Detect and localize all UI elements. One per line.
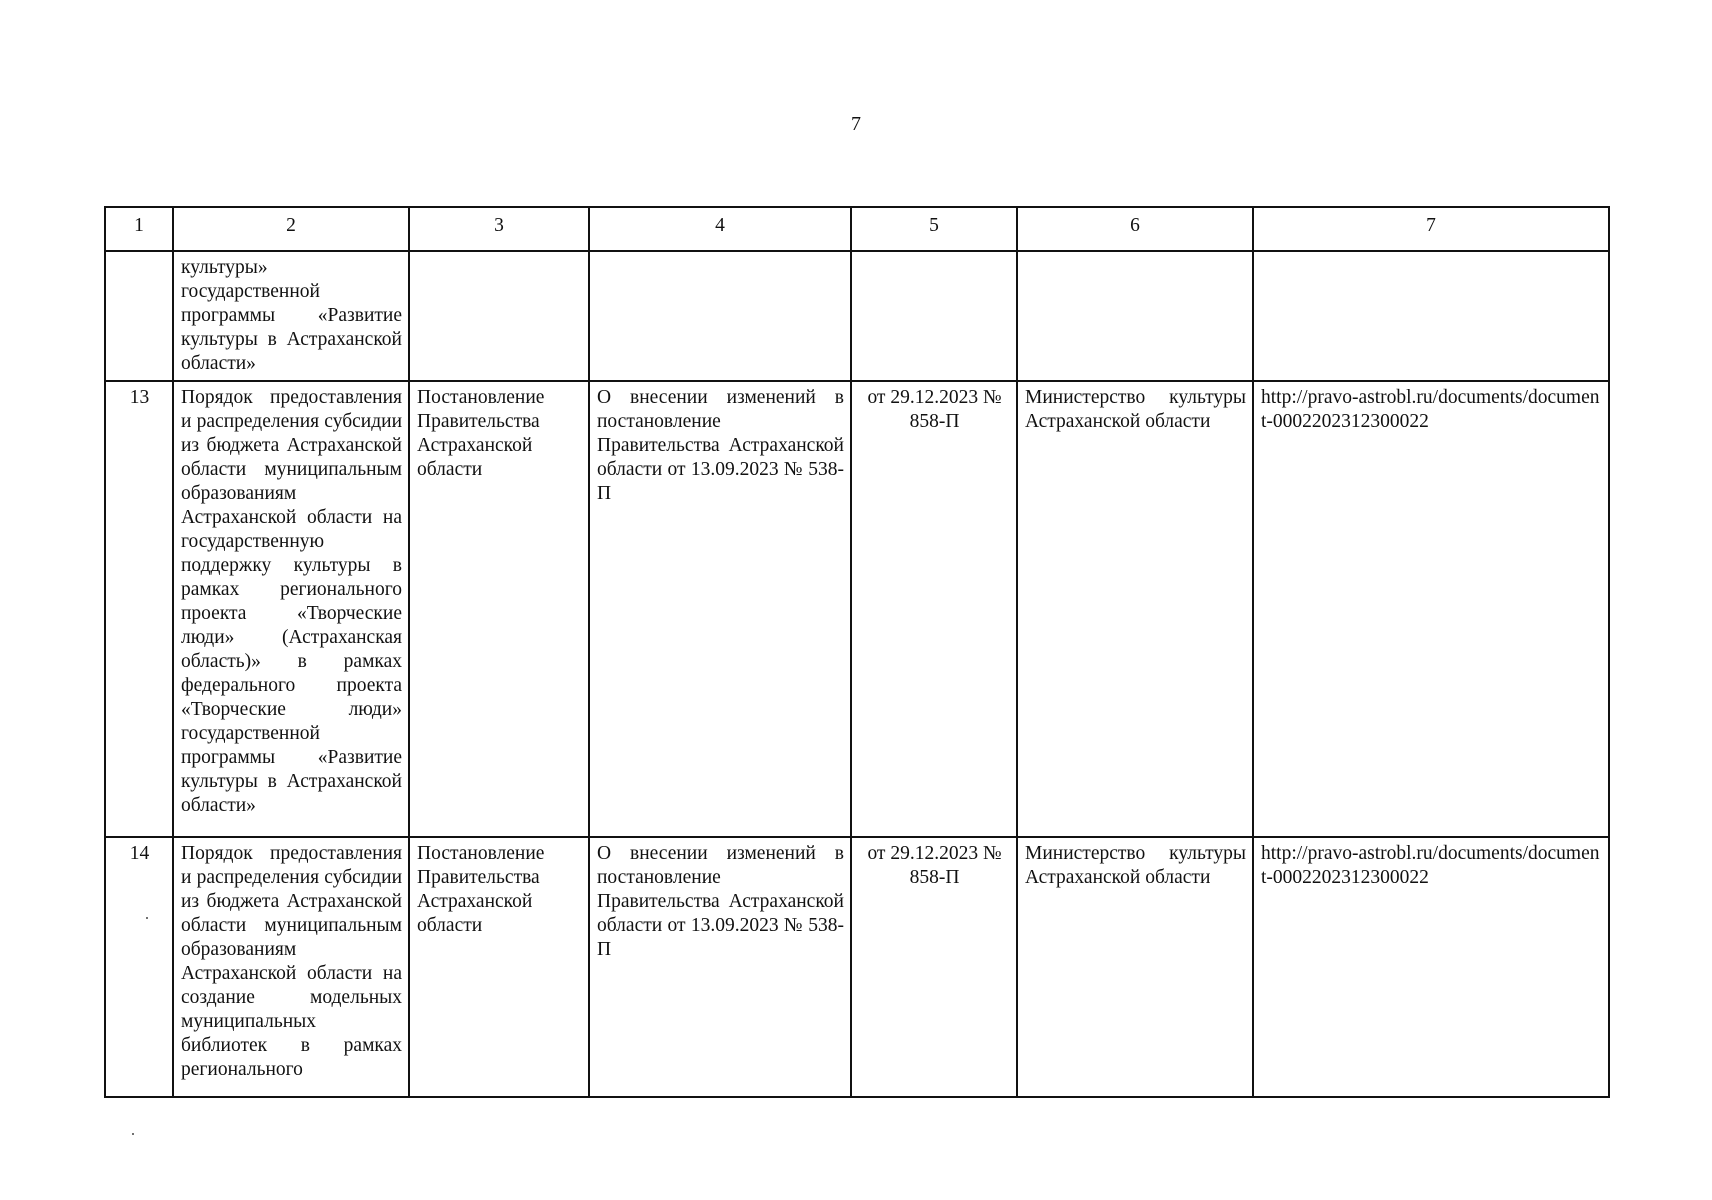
issuing-authority: Министерство культуры Астраханской области — [1017, 837, 1253, 1097]
table-row — [105, 837, 1609, 1097]
document-title — [589, 251, 851, 381]
header-col-5: 5 — [851, 207, 1017, 251]
row-number — [105, 251, 173, 381]
table-row-continued — [105, 251, 1609, 381]
table-row — [105, 381, 1609, 837]
row-number: 14 — [105, 837, 173, 1097]
header-col-4: 4 — [589, 207, 851, 251]
issuing-authority: Министерство культуры Астраханской области — [1017, 381, 1253, 837]
header-col-2: 2 — [173, 207, 409, 251]
header-col-6: 6 — [1017, 207, 1253, 251]
scan-speck — [132, 1133, 134, 1135]
document-title: О внесении изменений в постановление Правительства Астраханской области от 13.09.2023 № 538-П — [589, 837, 851, 1097]
issuing-authority — [1017, 251, 1253, 381]
document-date: от 29.12.2023 № 858-П — [851, 381, 1017, 837]
scan-speck — [146, 917, 148, 919]
document-name: Порядок предоставления и распределения субсидии из бюджета Астраханской области муниципальным образованиям Астраханской области на государственную поддержку культуры в рамках регионального проекта «Творческие люди» (Астраханская область)» в рамках федерального проекта «Творческие люди» государственной программы «Развитие культуры в Астраханской области» — [173, 381, 409, 837]
document-link[interactable]: http://pravo-astrobl.ru/documents/document-0002202312300022 — [1253, 837, 1609, 1097]
header-row — [105, 207, 1609, 251]
document-link — [1253, 251, 1609, 381]
document-date: от 29.12.2023 № 858-П — [851, 837, 1017, 1097]
header-col-3: 3 — [409, 207, 589, 251]
header-col-7: 7 — [1253, 207, 1609, 251]
document-type: Постановление Правительства Астраханской области — [409, 837, 589, 1097]
document-table — [104, 206, 1610, 1098]
document-type — [409, 251, 589, 381]
row-number: 13 — [105, 381, 173, 837]
document-date — [851, 251, 1017, 381]
document-type: Постановление Правительства Астраханской области — [409, 381, 589, 837]
header-col-1: 1 — [105, 207, 173, 251]
document-title: О внесении изменений в постановление Правительства Астраханской области от 13.09.2023 № 538-П — [589, 381, 851, 837]
document-name: Порядок предоставления и распределения субсидии из бюджета Астраханской области муниципальным образованиям Астраханской области на создание модельных муниципальных библиотек в рамках регионального — [173, 837, 409, 1097]
document-link[interactable]: http://pravo-astrobl.ru/documents/document-0002202312300022 — [1253, 381, 1609, 837]
page-number: 7 — [851, 113, 861, 135]
document-name: культуры» государственной программы «Развитие культуры в Астраханской области» — [173, 251, 409, 381]
